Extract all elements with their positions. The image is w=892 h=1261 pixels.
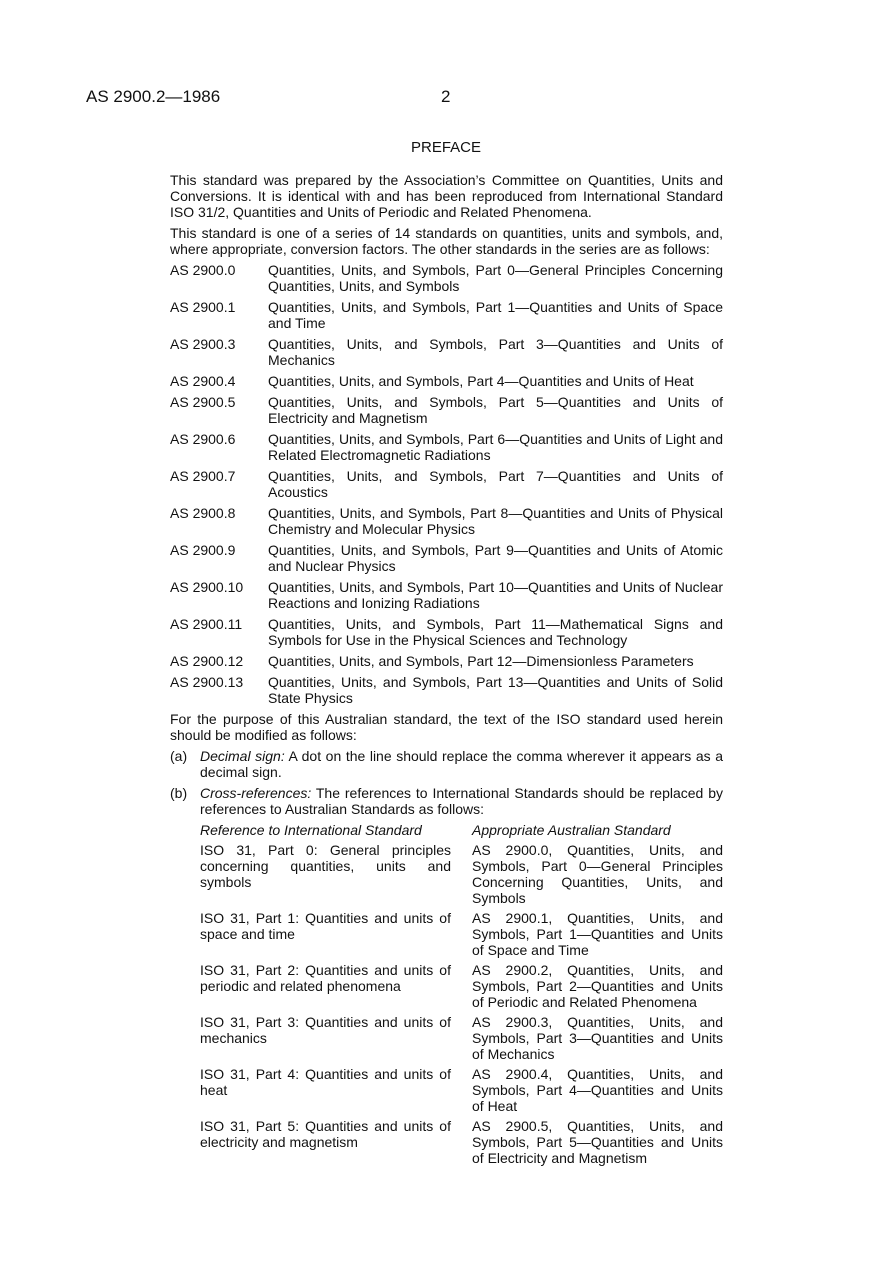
standard-code: AS 2900.1 <box>170 299 236 315</box>
list-item <box>170 373 723 389</box>
standard-code: AS 2900.11 <box>170 616 243 632</box>
item-text: The references to International Standards should be replaced by references to Australian Standards as follows: <box>200 785 723 817</box>
table-row <box>200 842 723 906</box>
standards-series-list <box>170 262 723 706</box>
as-reference: AS 2900.2, Quantities, Units, and Symbols, Part 2—Quantities and Units of Periodic and Related Phenomena <box>472 962 723 1010</box>
iso-reference: ISO 31, Part 1: Quantities and units of space and time <box>200 910 451 942</box>
standard-code: AS 2900.12 <box>170 653 244 669</box>
list-item <box>170 262 723 294</box>
standard-title: Quantities, Units, and Symbols, Part 4—Quantities and Units of Heat <box>268 373 694 389</box>
item-body <box>200 785 723 817</box>
list-item <box>170 542 723 574</box>
standard-title: Quantities, Units, and Symbols, Part 9—Quantities and Units of Atomic and Nuclear Physics <box>268 542 723 574</box>
standard-title: Quantities, Units, and Symbols, Part 0—General Principles Concerning Quantities, Units, and Symbols <box>268 262 723 294</box>
iso-reference: ISO 31, Part 4: Quantities and units of heat <box>200 1066 451 1098</box>
standard-title: Quantities, Units, and Symbols, Part 12—Dimensionless Parameters <box>268 653 694 669</box>
modification-item <box>170 785 723 817</box>
cross-reference-table <box>200 822 723 1166</box>
standard-code: AS 2900.13 <box>170 674 244 690</box>
standard-code: AS 2900.4 <box>170 373 236 389</box>
list-item <box>170 394 723 426</box>
standard-code: AS 2900.7 <box>170 468 236 484</box>
standard-code: AS 2900.0 <box>170 262 236 278</box>
standard-title: Quantities, Units, and Symbols, Part 11—Mathematical Signs and Symbols for Use in the Physical Sciences and Technology <box>268 616 723 648</box>
as-reference: AS 2900.4, Quantities, Units, and Symbols, Part 4—Quantities and Units of Heat <box>472 1066 723 1114</box>
preface-body <box>170 172 723 1170</box>
standard-code: AS 2900.9 <box>170 542 236 558</box>
page-header <box>86 87 806 109</box>
standard-title: Quantities, Units, and Symbols, Part 8—Quantities and Units of Physical Chemistry and Molecular Physics <box>268 505 723 537</box>
page-title: PREFACE <box>410 139 482 156</box>
standard-title: Quantities, Units, and Symbols, Part 6—Quantities and Units of Light and Related Electromagnetic Radiations <box>268 431 723 463</box>
list-item <box>170 299 723 331</box>
standard-title: Quantities, Units, and Symbols, Part 7—Quantities and Units of Acoustics <box>268 468 723 500</box>
iso-reference: ISO 31, Part 5: Quantities and units of electricity and magnetism <box>200 1118 451 1150</box>
standard-code: AS 2900.6 <box>170 431 236 447</box>
iso-reference: ISO 31, Part 3: Quantities and units of mechanics <box>200 1014 451 1046</box>
modification-intro: For the purpose of this Australian standard, the text of the ISO standard used herein should be modified as follows: <box>170 711 723 743</box>
list-item <box>170 674 723 706</box>
item-marker: (a) <box>170 748 188 764</box>
table-row <box>200 1118 723 1166</box>
iso-reference: ISO 31, Part 2: Quantities and units of periodic and related phenomena <box>200 962 451 994</box>
item-marker: (b) <box>170 785 188 801</box>
item-text: A dot on the line should replace the comma wherever it appears as a decimal sign. <box>200 748 724 780</box>
list-item <box>170 579 723 611</box>
list-item <box>170 505 723 537</box>
table-row <box>200 1014 723 1062</box>
as-reference: AS 2900.0, Quantities, Units, and Symbols, Part 0—General Principles Concerning Quantities, Units, and Symbols <box>472 842 723 906</box>
modification-item <box>170 748 723 780</box>
list-item <box>170 336 723 368</box>
table-header <box>200 822 723 838</box>
item-label: Cross-references: <box>200 785 312 801</box>
list-item <box>170 653 723 669</box>
table-row <box>200 962 723 1010</box>
as-reference: AS 2900.5, Quantities, Units, and Symbols, Part 5—Quantities and Units of Electricity and Magnetism <box>472 1118 723 1166</box>
intro-paragraph: This standard is one of a series of 14 standards on quantities, units and symbols, and, where appropriate, conversion factors. The other standards in the series are as follows: <box>170 225 723 257</box>
list-item <box>170 468 723 500</box>
page-number: 2 <box>441 87 451 106</box>
standard-title: Quantities, Units, and Symbols, Part 1—Quantities and Units of Space and Time <box>268 299 723 331</box>
document-id: AS 2900.2—1986 <box>86 87 221 106</box>
standard-title: Quantities, Units, and Symbols, Part 10—Quantities and Units of Nuclear Reactions and Ionizing Radiations <box>268 579 723 611</box>
as-reference: AS 2900.3, Quantities, Units, and Symbols, Part 3—Quantities and Units of Mechanics <box>472 1014 723 1062</box>
standard-title: Quantities, Units, and Symbols, Part 3—Quantities and Units of Mechanics <box>268 336 723 368</box>
list-item <box>170 431 723 463</box>
standard-code: AS 2900.5 <box>170 394 236 410</box>
column-header-international: Reference to International Standard <box>200 822 422 838</box>
item-label: Decimal sign: <box>200 748 285 764</box>
as-reference: AS 2900.1, Quantities, Units, and Symbols, Part 1—Quantities and Units of Space and Time <box>472 910 723 958</box>
standard-title: Quantities, Units, and Symbols, Part 13—Quantities and Units of Solid State Physics <box>268 674 723 706</box>
standard-code: AS 2900.3 <box>170 336 236 352</box>
standard-code: AS 2900.10 <box>170 579 244 595</box>
table-row <box>200 1066 723 1114</box>
intro-paragraph: This standard was prepared by the Association’s Committee on Quantities, Units and Conversions. It is identical with and has been reproduced from International Standard ISO 31/2, Quantities and Units of Periodic and Related Phenomena. <box>170 172 723 220</box>
table-row <box>200 910 723 958</box>
item-body <box>200 748 723 780</box>
standard-code: AS 2900.8 <box>170 505 236 521</box>
standard-title: Quantities, Units, and Symbols, Part 5—Quantities and Units of Electricity and Magnetism <box>268 394 723 426</box>
list-item <box>170 616 723 648</box>
iso-reference: ISO 31, Part 0: General principles concerning quantities, units and symbols <box>200 842 451 890</box>
column-header-australian: Appropriate Australian Standard <box>472 822 671 838</box>
